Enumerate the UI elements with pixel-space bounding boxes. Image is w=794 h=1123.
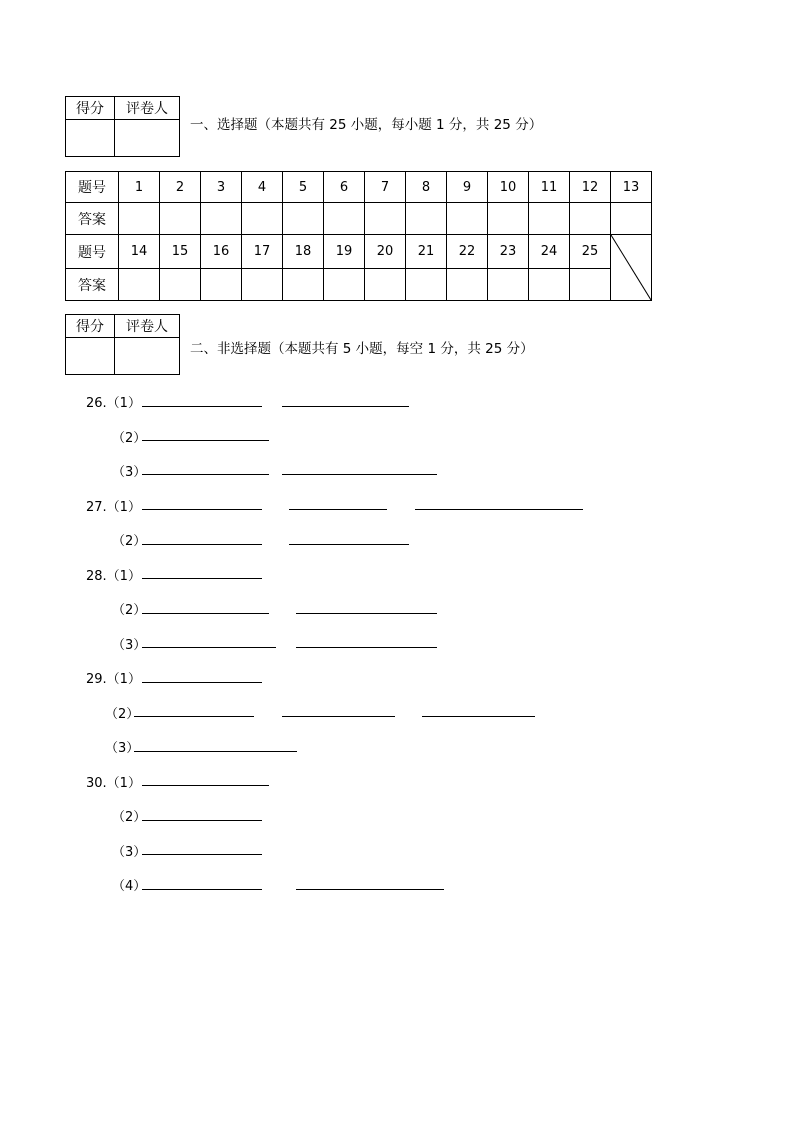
part-2-label: （2） [112,534,147,549]
part-2-label: （2） [112,431,147,446]
part-3-label: （3） [105,741,140,756]
question-number: 13 [611,172,652,203]
answer-blank[interactable] [142,440,269,441]
question-number: 16 [201,235,242,269]
grader-label: 评卷人 [115,97,180,120]
question-number: 22 [447,235,488,269]
answer-blank[interactable] [142,474,269,475]
answer-cell[interactable] [406,269,447,301]
question-27-label: 27.（1） [86,500,141,515]
question-29-label: 29.（1） [86,672,141,687]
answer-blank[interactable] [282,474,437,475]
answer-blank[interactable] [142,854,262,855]
score-cell[interactable] [66,338,115,375]
question-28-label: 28.（1） [86,569,141,584]
answer-cell[interactable] [201,269,242,301]
answer-cell[interactable] [201,203,242,235]
answer-blank[interactable] [142,647,276,648]
question-number: 14 [119,235,160,269]
answer-blank[interactable] [296,889,444,890]
part-2-label: （2） [112,810,147,825]
score-cell[interactable] [66,120,115,157]
grader-cell[interactable] [115,338,180,375]
question-number-label: 题号 [66,235,119,269]
part-2-label: （2） [105,707,140,722]
answer-cell[interactable] [488,203,529,235]
answer-cell[interactable] [406,203,447,235]
answer-cell[interactable] [324,203,365,235]
question-30-label: 30.（1） [86,776,141,791]
answer-blank[interactable] [134,716,254,717]
question-number: 23 [488,235,529,269]
answer-cell[interactable] [365,269,406,301]
answer-cell[interactable] [488,269,529,301]
answer-cell[interactable] [570,269,611,301]
answer-cell[interactable] [529,203,570,235]
answer-cell[interactable] [365,203,406,235]
question-number: 6 [324,172,365,203]
answer-blank[interactable] [289,544,409,545]
grader-label: 评卷人 [115,315,180,338]
answer-grid [65,171,652,301]
answer-label: 答案 [66,269,119,301]
answer-blank[interactable] [142,682,262,683]
answer-cell[interactable] [283,269,324,301]
question-number: 19 [324,235,365,269]
diagonal-void-cell [611,235,652,301]
question-number: 21 [406,235,447,269]
answer-cell[interactable] [119,203,160,235]
answer-cell[interactable] [447,203,488,235]
answer-blank[interactable] [282,716,395,717]
answer-blank[interactable] [134,751,297,752]
question-number: 15 [160,235,201,269]
question-number: 12 [570,172,611,203]
question-number: 20 [365,235,406,269]
question-number: 17 [242,235,283,269]
score-box-section-2 [65,314,180,375]
question-number: 18 [283,235,324,269]
question-number-label: 题号 [66,172,119,203]
answer-cell[interactable] [447,269,488,301]
answer-blank[interactable] [142,509,262,510]
answer-blank[interactable] [142,578,262,579]
answer-cell[interactable] [283,203,324,235]
answer-blank[interactable] [142,406,262,407]
question-number: 9 [447,172,488,203]
part-4-label: （4） [112,879,147,894]
part-3-label: （3） [112,465,147,480]
part-2-label: （2） [112,603,147,618]
answer-blank[interactable] [142,785,269,786]
answer-cell[interactable] [324,269,365,301]
answer-blank[interactable] [142,613,269,614]
answer-blank[interactable] [289,509,387,510]
question-number: 4 [242,172,283,203]
answer-blank[interactable] [282,406,409,407]
answer-cell[interactable] [242,269,283,301]
question-number: 1 [119,172,160,203]
answer-label: 答案 [66,203,119,235]
answer-cell[interactable] [242,203,283,235]
score-label: 得分 [66,315,115,338]
answer-cell[interactable] [529,269,570,301]
section-1-title: 一、选择题（本题共有 25 小题，每小题 1 分，共 25 分） [190,117,543,133]
question-number: 3 [201,172,242,203]
answer-cell[interactable] [160,269,201,301]
question-number: 7 [365,172,406,203]
answer-cell[interactable] [119,269,160,301]
answer-cell[interactable] [611,203,652,235]
question-number: 2 [160,172,201,203]
question-number: 5 [283,172,324,203]
part-3-label: （3） [112,638,147,653]
question-number: 8 [406,172,447,203]
answer-blank[interactable] [142,820,262,821]
answer-cell[interactable] [570,203,611,235]
answer-blank[interactable] [415,509,583,510]
answer-blank[interactable] [142,889,262,890]
question-number: 25 [570,235,611,269]
answer-blank[interactable] [296,613,437,614]
score-box-section-1 [65,96,180,157]
section-2-title: 二、非选择题（本题共有 5 小题，每空 1 分，共 25 分） [190,341,534,357]
answer-blank[interactable] [422,716,535,717]
question-number: 10 [488,172,529,203]
question-number: 11 [529,172,570,203]
diagonal-line [611,235,651,300]
question-26-label: 26.（1） [86,396,141,411]
score-label: 得分 [66,97,115,120]
question-number: 24 [529,235,570,269]
answer-blank[interactable] [296,647,437,648]
part-3-label: （3） [112,845,147,860]
grader-cell[interactable] [115,120,180,157]
answer-cell[interactable] [160,203,201,235]
answer-blank[interactable] [142,544,262,545]
